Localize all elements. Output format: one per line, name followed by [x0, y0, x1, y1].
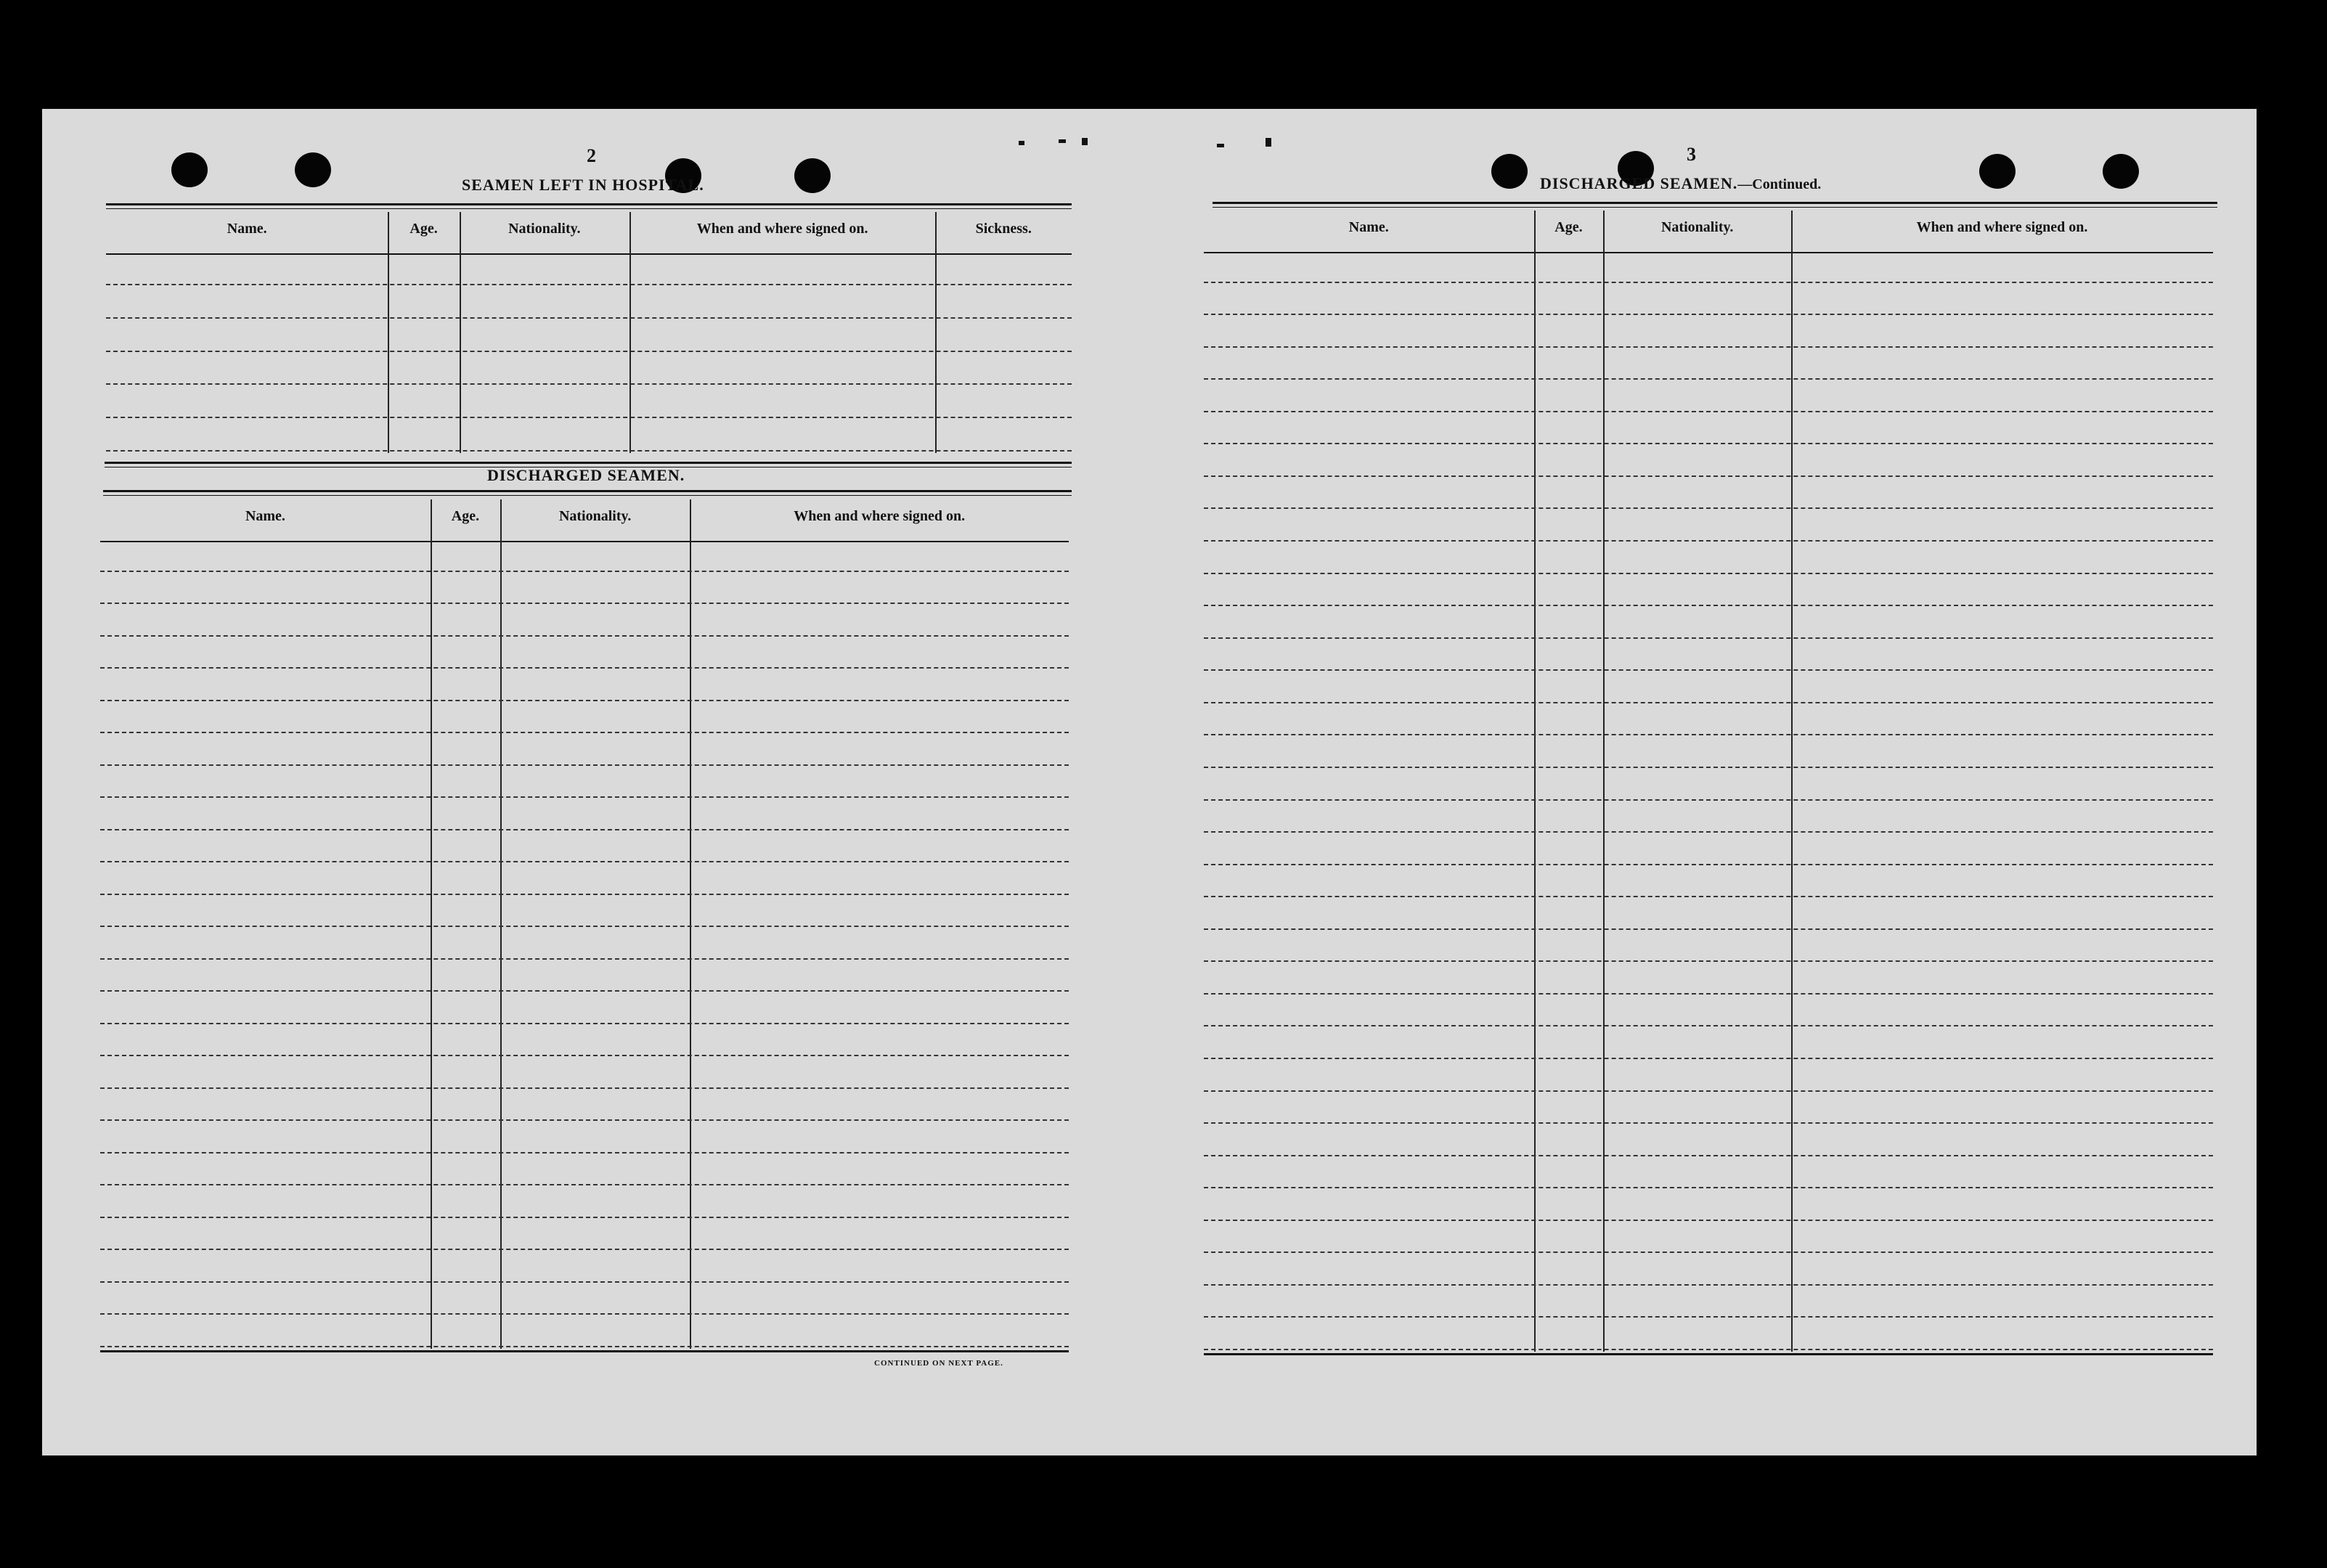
column-header-name: Name.	[1348, 219, 1389, 235]
punch-hole	[295, 152, 331, 187]
table-row	[1204, 1155, 2213, 1156]
table-row	[1204, 864, 2213, 865]
hospital-top-rule	[106, 203, 1072, 205]
right-bottom-rule	[1204, 1353, 2213, 1355]
table-row	[100, 700, 1069, 701]
ink-speck	[1082, 138, 1088, 145]
punch-hole	[794, 158, 831, 193]
table-row	[100, 894, 1069, 895]
table-row	[100, 571, 1069, 572]
column-divider	[431, 499, 432, 1349]
table-row	[1204, 378, 2213, 380]
table-row	[1204, 960, 2213, 962]
table-row	[1204, 669, 2213, 671]
right-top-rule	[1213, 202, 2217, 204]
punch-hole	[171, 152, 208, 187]
column-header-when-and-where-signed-on: When and where signed on.	[1916, 219, 2088, 235]
column-header-when-and-where-signed-on: When and where signed on.	[794, 508, 966, 524]
table-row	[1204, 1122, 2213, 1124]
table-row	[100, 1249, 1069, 1250]
table-row	[1204, 799, 2213, 801]
table-row	[1204, 702, 2213, 703]
hospital-section-title: SEAMEN LEFT IN HOSPITAL.	[462, 176, 704, 194]
table-row	[100, 861, 1069, 862]
discharged-section-title: DISCHARGED SEAMEN.	[487, 466, 685, 484]
table-row	[106, 351, 1072, 352]
table-row	[1204, 637, 2213, 639]
ink-speck	[1059, 139, 1066, 143]
document-sheet	[42, 109, 2257, 1455]
table-row	[1204, 540, 2213, 542]
column-divider	[1534, 211, 1536, 1352]
table-row	[1204, 1284, 2213, 1286]
right-title-main: DISCHARGED SEAMEN.	[1540, 174, 1738, 192]
table-row	[1204, 1187, 2213, 1188]
table-row	[106, 284, 1072, 285]
table-row	[100, 990, 1069, 992]
table-row	[100, 1313, 1069, 1315]
column-header-when-and-where-signed-on: When and where signed on.	[696, 221, 868, 237]
table-row	[100, 1119, 1069, 1121]
table-row	[1204, 1058, 2213, 1059]
table-row	[1204, 475, 2213, 477]
table-row	[1204, 896, 2213, 897]
punch-hole	[1491, 154, 1528, 189]
continued-footer: CONTINUED ON NEXT PAGE.	[874, 1359, 1003, 1368]
table-row	[100, 829, 1069, 830]
table-row	[100, 1023, 1069, 1024]
column-divider	[1791, 211, 1793, 1352]
right-page-title	[1540, 174, 1821, 193]
table-row	[1204, 605, 2213, 606]
table-row	[1204, 411, 2213, 412]
page-number-left: 2	[587, 145, 596, 166]
column-header-name: Name.	[245, 508, 285, 524]
column-header-nationality: Nationality.	[1660, 219, 1734, 235]
table-row	[100, 1346, 1069, 1347]
table-row	[1204, 573, 2213, 574]
page-number-right: 3	[1687, 144, 1696, 165]
right-discharged-table	[1204, 211, 2213, 1352]
table-row	[100, 796, 1069, 798]
table-row	[1204, 1090, 2213, 1092]
table-row	[106, 317, 1072, 319]
column-header-age: Age.	[409, 221, 438, 237]
table-row	[100, 1087, 1069, 1089]
table-row	[1204, 928, 2213, 930]
punch-hole	[1979, 154, 2016, 189]
column-header-nationality: Nationality.	[558, 508, 632, 524]
table-row	[100, 926, 1069, 927]
table-row	[1204, 734, 2213, 735]
discharged-top-rule	[105, 462, 1072, 464]
table-row	[1204, 1220, 2213, 1221]
table-row	[1204, 993, 2213, 995]
table-row	[106, 417, 1072, 418]
table-row	[100, 1184, 1069, 1185]
table-row	[1204, 346, 2213, 348]
column-header-name: Name.	[227, 221, 267, 237]
table-row	[1204, 767, 2213, 768]
table-row	[1204, 1025, 2213, 1026]
table-row	[1204, 1349, 2213, 1350]
column-header-age: Age.	[451, 508, 480, 524]
right-title-continued: —Continued.	[1737, 176, 1822, 192]
column-divider	[500, 499, 502, 1349]
table-row	[1204, 1316, 2213, 1318]
discharged-bottom-rule	[100, 1350, 1069, 1352]
ink-speck	[1019, 141, 1024, 145]
table-row	[1204, 443, 2213, 444]
table-row	[100, 1152, 1069, 1153]
table-row	[1204, 282, 2213, 283]
table-row	[1204, 507, 2213, 509]
ink-speck	[1266, 138, 1271, 147]
table-row	[100, 635, 1069, 637]
discharged-table	[100, 499, 1069, 1349]
table-row	[100, 1281, 1069, 1283]
table-row	[106, 383, 1072, 385]
column-divider	[1603, 211, 1605, 1352]
table-row	[100, 958, 1069, 960]
table-row	[100, 667, 1069, 669]
hospital-table	[106, 212, 1072, 453]
column-divider	[690, 499, 691, 1349]
column-header-nationality: Nationality.	[508, 221, 581, 237]
table-row	[1204, 1251, 2213, 1253]
column-header-age: Age.	[1554, 219, 1583, 235]
table-row	[1204, 831, 2213, 833]
punch-hole	[2103, 154, 2139, 189]
table-row	[100, 1217, 1069, 1218]
table-row	[106, 450, 1072, 452]
discharged-header-rule	[103, 490, 1072, 492]
table-row	[100, 732, 1069, 733]
table-row	[100, 764, 1069, 766]
ink-speck	[1217, 144, 1224, 147]
table-row	[100, 1055, 1069, 1056]
column-header-sickness: Sickness.	[975, 221, 1032, 237]
table-row	[100, 603, 1069, 604]
table-row	[1204, 314, 2213, 315]
